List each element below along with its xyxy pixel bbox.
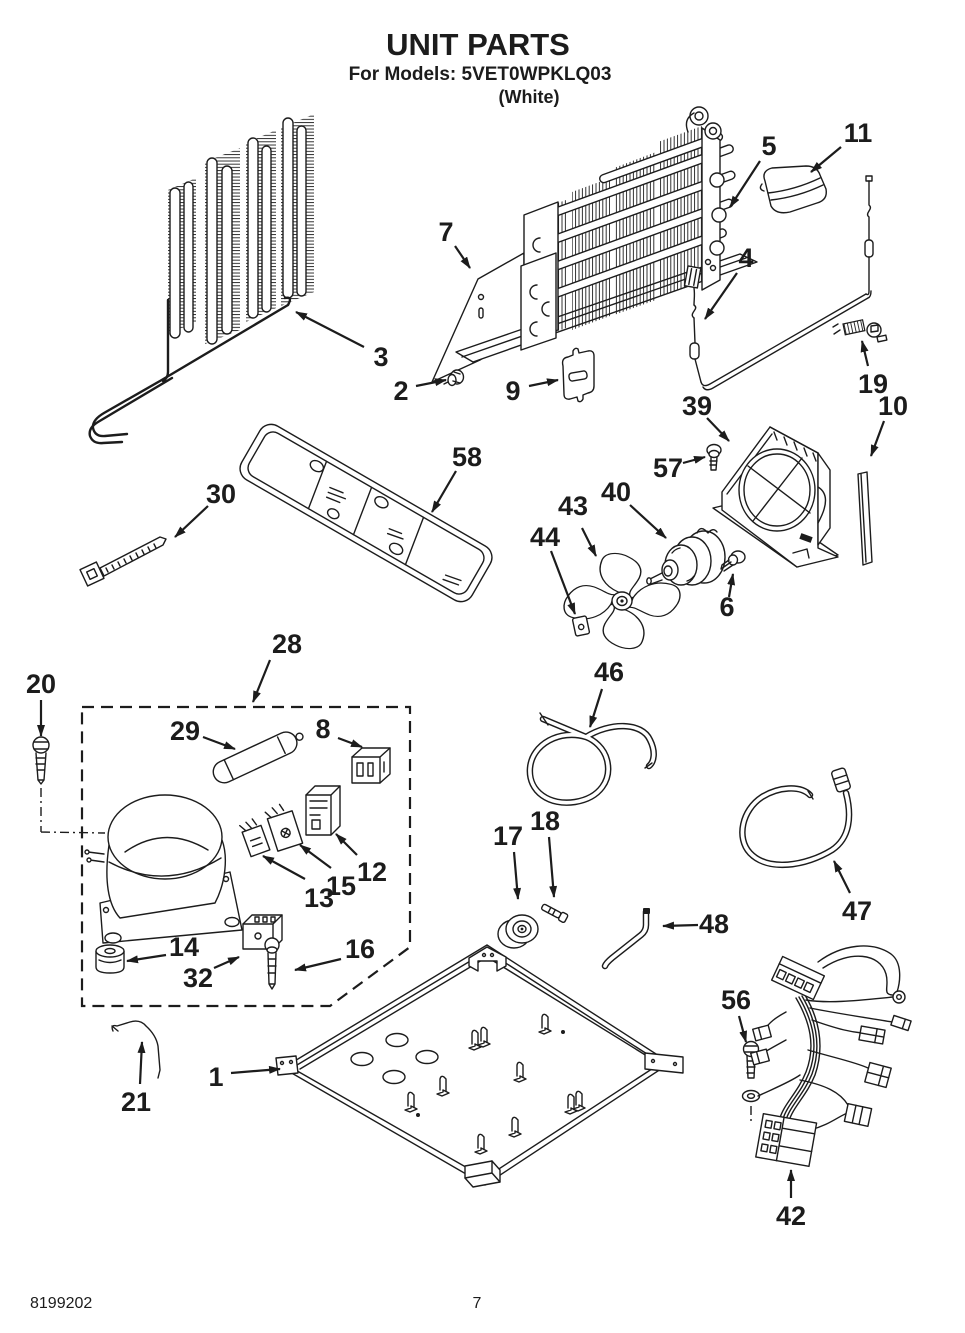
page-title: UNIT PARTS [386, 27, 570, 62]
callout-layer [26, 118, 908, 1231]
callout-arrow-43 [582, 528, 596, 556]
callout-label-5: 5 [761, 131, 777, 161]
page-number: 7 [472, 1295, 482, 1312]
footer [30, 1295, 482, 1312]
part-40-fan-motor [647, 529, 725, 585]
callout-arrow-12 [336, 834, 357, 855]
callout-arrow-19 [862, 341, 868, 366]
part-12-overload [306, 786, 340, 835]
part-21-wire [112, 1021, 160, 1078]
callout-label-57: 57 [652, 453, 684, 483]
part-47-hose [742, 767, 851, 864]
callout-arrow-5 [730, 161, 760, 207]
callout-arrow-47 [834, 861, 850, 893]
finish-line: (White) [498, 87, 560, 107]
compressor-body [85, 795, 242, 943]
part-18-pin [540, 902, 568, 923]
callout-label-8: 8 [315, 714, 331, 744]
callout-label-47: 47 [841, 896, 873, 926]
callout-label-10: 10 [877, 391, 909, 421]
callout-arrow-58 [432, 471, 456, 512]
callout-arrow-2 [416, 380, 446, 386]
part-16-screw [265, 938, 279, 989]
callout-arrow-46 [590, 689, 602, 727]
callout-label-3: 3 [373, 342, 389, 372]
part-39-fan-shroud [713, 427, 838, 567]
callout-arrow-29 [203, 737, 235, 749]
callout-label-29: 29 [169, 716, 201, 746]
part-29-drier [210, 725, 308, 786]
callout-label-39: 39 [681, 391, 713, 421]
callout-label-21: 21 [120, 1087, 152, 1117]
callout-arrow-40 [630, 505, 666, 538]
callout-arrow-8 [338, 738, 362, 747]
callout-label-20: 20 [25, 669, 57, 699]
callout-arrow-28 [253, 660, 270, 702]
part-20-screw [33, 737, 105, 833]
part-1-base-plate [276, 945, 683, 1187]
callout-arrow-56 [739, 1016, 746, 1042]
callout-arrow-9 [529, 380, 558, 386]
header [349, 27, 612, 107]
callout-label-7: 7 [438, 217, 454, 247]
callout-label-11: 11 [843, 118, 873, 148]
part-17-roller [498, 915, 538, 948]
part-14-grommet [96, 945, 124, 973]
callout-arrow-10 [871, 421, 884, 456]
callout-label-9: 9 [505, 376, 521, 406]
part-30-cable-tie [80, 537, 166, 586]
callout-label-4: 4 [738, 243, 754, 273]
callout-label-6: 6 [719, 592, 735, 622]
part-48-tube [605, 908, 650, 966]
callout-arrow-13 [263, 856, 305, 879]
callout-label-13: 13 [303, 883, 335, 913]
callout-arrow-39 [707, 418, 729, 441]
callout-label-15: 15 [325, 871, 357, 901]
models-line: For Models: 5VET0WPKLQ03 [348, 64, 612, 85]
callout-arrow-15 [300, 845, 331, 868]
callout-label-58: 58 [451, 442, 483, 472]
part-8-relay [352, 748, 390, 783]
callout-label-17: 17 [492, 821, 524, 851]
callout-label-42: 42 [775, 1201, 807, 1231]
callout-label-44: 44 [529, 522, 561, 552]
callout-arrow-14 [127, 955, 166, 961]
callout-label-40: 40 [600, 477, 632, 507]
callout-label-1: 1 [208, 1062, 224, 1092]
callout-arrow-32 [214, 957, 239, 968]
callout-arrow-16 [295, 959, 341, 970]
callout-arrow-3 [296, 312, 364, 347]
callout-label-14: 14 [168, 932, 200, 962]
callout-arrow-7 [455, 246, 470, 268]
callout-label-32: 32 [182, 963, 214, 993]
callout-label-46: 46 [593, 657, 625, 687]
part-19-clamp [833, 320, 887, 342]
callout-arrow-44 [551, 551, 575, 614]
callout-arrow-18 [549, 837, 554, 897]
callout-arrow-57 [683, 457, 705, 463]
callout-arrow-17 [514, 852, 518, 899]
callout-label-12: 12 [356, 857, 388, 887]
callout-arrow-30 [175, 506, 208, 537]
part-15-connector [264, 801, 302, 851]
callout-label-56: 56 [720, 985, 752, 1015]
callout-arrow-21 [140, 1042, 142, 1084]
part-10-strip [858, 472, 872, 565]
part-3-evaporator-coil [90, 114, 314, 443]
callout-label-43: 43 [557, 491, 589, 521]
part-46-tube [530, 713, 654, 803]
callout-arrow-11 [811, 147, 841, 172]
callout-label-48: 48 [698, 909, 730, 939]
part-7-side-panel [432, 253, 524, 382]
part-44-clip [572, 616, 589, 637]
callout-label-18: 18 [529, 806, 561, 836]
callout-label-30: 30 [205, 479, 237, 509]
callout-label-28: 28 [271, 629, 303, 659]
doc-number: 8199202 [30, 1295, 93, 1312]
callout-label-19: 19 [857, 369, 889, 399]
callout-label-16: 16 [344, 934, 376, 964]
part-13-connector [239, 817, 270, 857]
part-11-cover [760, 166, 826, 213]
part-57-screw [707, 445, 721, 471]
callout-label-2: 2 [393, 376, 409, 406]
callout-arrow-1 [231, 1069, 280, 1073]
part-42-wire-harness [751, 946, 911, 1166]
part-9-clip [563, 348, 594, 401]
callout-arrow-48 [663, 925, 698, 926]
